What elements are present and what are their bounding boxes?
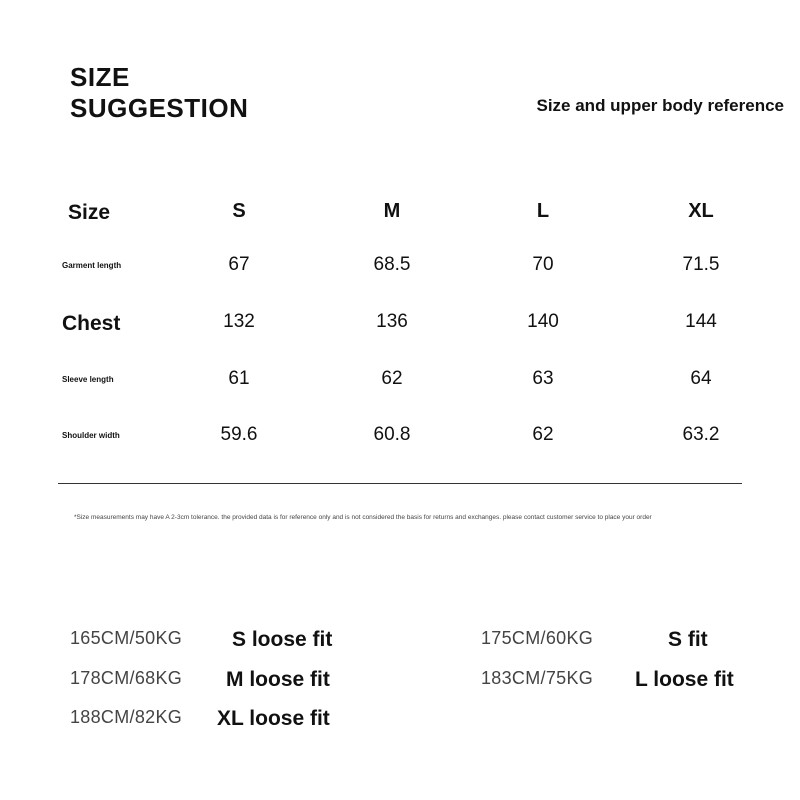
size-header-label: Size: [68, 201, 111, 224]
tolerance-note: *Size measurements may have A 2-3cm tolerance. the provided data is for reference only and is not considered the basis for returns and exchanges. please contact customer service to place your order: [74, 514, 652, 521]
cell-garment-length-xl: 71.5: [682, 254, 720, 275]
reco-body-3: 178CM/68KG: [70, 668, 183, 688]
cell-shoulder-width-l: 62: [532, 424, 554, 445]
cell-sleeve-length-m: 62: [381, 368, 403, 389]
table-divider: [58, 483, 742, 484]
page-title: [70, 62, 248, 124]
cell-chest-s: 132: [223, 311, 255, 332]
size-col-s: S: [232, 200, 246, 222]
cell-garment-length-m: 68.5: [373, 254, 411, 275]
row-label-chest: Chest: [62, 312, 121, 335]
reco-fit-4: L loose fit: [635, 668, 734, 691]
row-label-garment-length: Garment length: [62, 261, 122, 270]
reco-fit-5: XL loose fit: [217, 707, 330, 730]
page-subtitle: Size and upper body reference: [536, 96, 784, 115]
reco-body-5: 188CM/82KG: [70, 707, 183, 727]
row-label-shoulder-width: Shoulder width: [62, 431, 120, 440]
reco-body-2: 175CM/60KG: [481, 628, 594, 648]
title-line-1: SIZE: [70, 62, 130, 92]
reco-fit-2: S fit: [668, 628, 708, 651]
reco-fit-1: S loose fit: [232, 628, 333, 651]
size-col-m: M: [383, 200, 401, 222]
reco-body-4: 183CM/75KG: [481, 668, 594, 688]
size-col-xl: XL: [688, 200, 714, 222]
cell-garment-length-l: 70: [532, 254, 554, 275]
cell-garment-length-s: 67: [228, 254, 250, 275]
cell-sleeve-length-xl: 64: [690, 368, 712, 389]
cell-chest-xl: 144: [685, 311, 717, 332]
row-label-sleeve-length: Sleeve length: [62, 375, 114, 384]
cell-sleeve-length-l: 63: [532, 368, 554, 389]
cell-shoulder-width-m: 60.8: [373, 424, 411, 445]
title-line-2: SUGGESTION: [70, 93, 249, 123]
cell-shoulder-width-s: 59.6: [220, 424, 258, 445]
reco-fit-3: M loose fit: [226, 668, 330, 691]
cell-chest-m: 136: [376, 311, 408, 332]
cell-sleeve-length-s: 61: [228, 368, 250, 389]
cell-shoulder-width-xl: 63.2: [682, 424, 720, 445]
cell-chest-l: 140: [527, 311, 559, 332]
reco-body-1: 165CM/50KG: [70, 628, 183, 648]
size-col-l: L: [536, 200, 550, 222]
